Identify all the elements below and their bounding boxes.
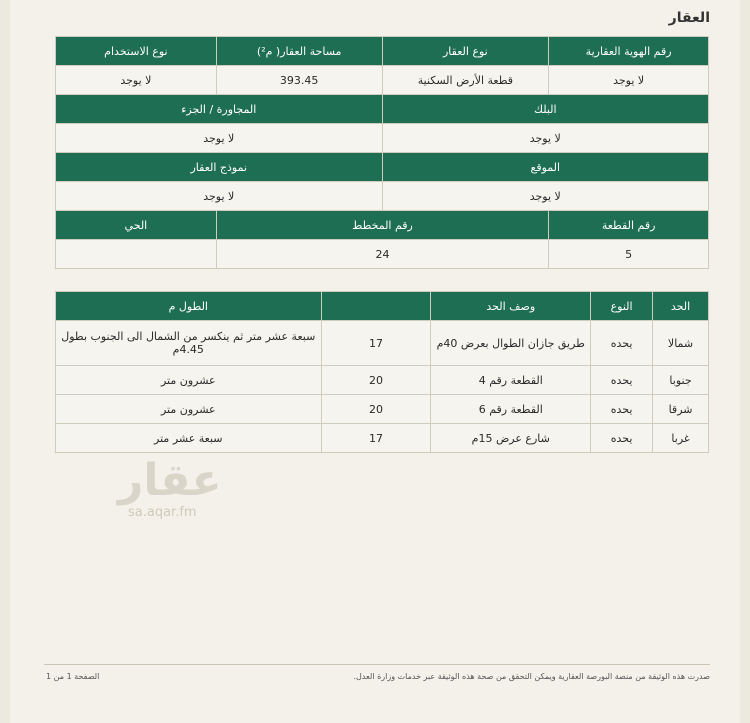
watermark-url: sa.aqar.fm: [128, 505, 197, 520]
header-cell: النوع: [591, 292, 653, 321]
watermark-logo: عقار: [118, 455, 222, 506]
boundary-length: عشرون متر: [56, 395, 322, 424]
header-cell: الطول م: [56, 292, 322, 321]
header-cell: نوع الاستخدام: [56, 37, 217, 66]
page-number: الصفحة 1 من 1: [46, 672, 100, 681]
property-table: [55, 36, 709, 269]
header-cell: الحي: [56, 211, 217, 240]
header-cell: الحد: [653, 292, 709, 321]
table-row: [56, 424, 709, 453]
footer-note: صدرت هذه الوثيقة من منصة البورصة العقارية ويمكن التحقق من صحة هذه الوثيقة عبر خدمات وزارة العدل.: [353, 672, 710, 681]
boundary-type: يحده: [591, 395, 653, 424]
table-header-row: [56, 292, 709, 321]
boundary-side: غربا: [653, 424, 709, 453]
boundaries-table: [55, 291, 709, 453]
boundary-desc: القطعة رقم 4: [431, 366, 591, 395]
header-cell: البلك: [382, 95, 708, 124]
boundary-length: سبعة عشر متر: [56, 424, 322, 453]
usage-type-value: لا يوجد: [56, 66, 217, 95]
neighborhood-part-value: لا يوجد: [56, 124, 383, 153]
table-header-row: [56, 153, 709, 182]
property-id-value: لا يوجد: [549, 66, 709, 95]
plot-number-value: 5: [549, 240, 709, 269]
boundary-length: عشرون متر: [56, 366, 322, 395]
boundary-number: 20: [321, 366, 431, 395]
header-cell: مساحة العقار( م²): [216, 37, 382, 66]
boundary-desc: طريق جازان الطوال بعرض 40م: [431, 321, 591, 366]
location-value: لا يوجد: [382, 182, 708, 211]
boundary-side: شرقا: [653, 395, 709, 424]
header-cell: رقم الهوية العقارية: [549, 37, 709, 66]
table-header-row: [56, 95, 709, 124]
table-row: [56, 124, 709, 153]
table-row: [56, 395, 709, 424]
district-value: [56, 240, 217, 269]
plan-number-value: 24: [216, 240, 548, 269]
boundary-number: 17: [321, 321, 431, 366]
boundary-number: 20: [321, 395, 431, 424]
table-header-row: [56, 211, 709, 240]
boundary-type: يحده: [591, 321, 653, 366]
section-title: العقار: [668, 10, 710, 26]
table-row: [56, 66, 709, 95]
table-row: [56, 366, 709, 395]
boundary-side: جنوبا: [653, 366, 709, 395]
header-cell: رقم القطعة: [549, 211, 709, 240]
boundary-length: سبعة عشر متر ثم ينكسر من الشمال الى الجنوب بطول 4.45م: [56, 321, 322, 366]
footer-divider: [44, 664, 710, 665]
header-cell: الموقع: [382, 153, 708, 182]
table-row: [56, 321, 709, 366]
boundary-side: شمالا: [653, 321, 709, 366]
header-cell: [321, 292, 431, 321]
block-value: لا يوجد: [382, 124, 708, 153]
table-header-row: [56, 37, 709, 66]
property-model-value: لا يوجد: [56, 182, 383, 211]
header-cell: نموذج العقار: [56, 153, 383, 182]
header-cell: وصف الحد: [431, 292, 591, 321]
header-cell: المجاورة / الجزء: [56, 95, 383, 124]
boundary-type: يحده: [591, 366, 653, 395]
boundary-type: يحده: [591, 424, 653, 453]
boundary-desc: القطعة رقم 6: [431, 395, 591, 424]
property-area-value: 393.45: [216, 66, 382, 95]
table-row: [56, 240, 709, 269]
boundary-desc: شارع عرض 15م: [431, 424, 591, 453]
header-cell: نوع العقار: [382, 37, 549, 66]
table-row: [56, 182, 709, 211]
property-type-value: قطعة الأرض السكنية: [382, 66, 549, 95]
boundary-number: 17: [321, 424, 431, 453]
header-cell: رقم المخطط: [216, 211, 548, 240]
